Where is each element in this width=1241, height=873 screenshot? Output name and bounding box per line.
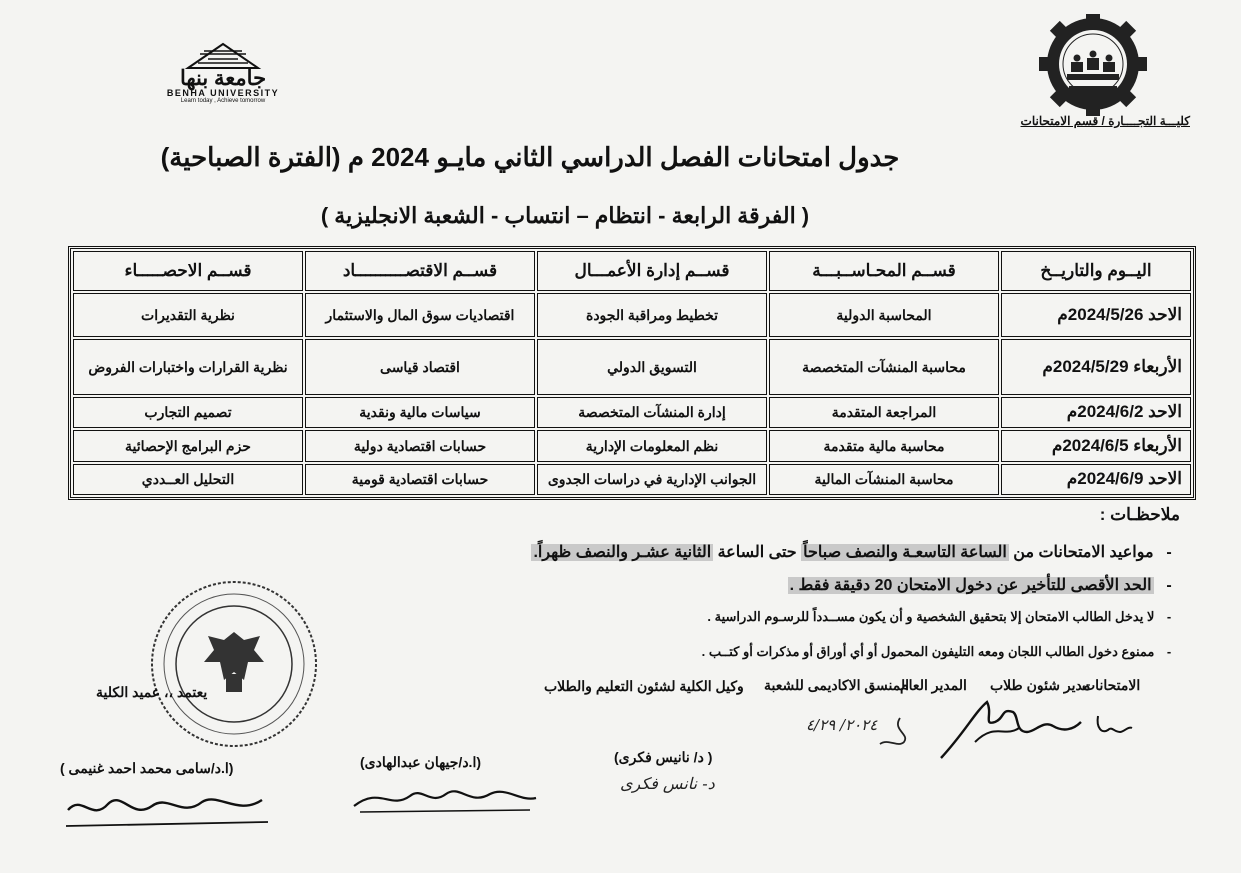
note-highlight: الساعة التاسعـة والنصف صباحاً (803, 544, 1007, 561)
table-cell: نظم المعلومات الإدارية (537, 430, 767, 461)
table-cell: محاسبة المنشآت المالية (769, 464, 999, 495)
role-general-manager: المدير العام (900, 677, 967, 693)
note-text: الحد الأقصى للتأخير عن دخول الامتحان 20 دقيقة فقط . (789, 577, 1152, 594)
signatory-name-vice-dean: (ا.د/جيهان عبدالهادى) (360, 754, 481, 770)
note-identity (560, 609, 1180, 625)
table-row (73, 430, 1191, 461)
signature-student-affairs (935, 692, 1085, 762)
table-cell: حزم البرامج الإحصائية (73, 430, 303, 461)
note-exam-times (360, 542, 1180, 562)
exam-schedule-table (68, 246, 1196, 500)
university-motto: Learn today , Achieve tomorrow (180, 98, 266, 104)
note-text: لا يدخل الطالب الامتحان إلا بتحقيق الشخصية و أن يكون مســدداً للرسـوم الدراسية . (707, 609, 1155, 624)
table-cell: المراجعة المتقدمة (769, 397, 999, 428)
table-row (73, 397, 1191, 428)
header-business-admin: قســم إدارة الأعمـــال (537, 251, 767, 291)
table-header-row (73, 251, 1191, 291)
table-cell: حسابات اقتصادية دولية (305, 430, 535, 461)
note-bullet: - (1166, 609, 1172, 624)
row-day-date: الاحد 2024/5/26م (1001, 293, 1191, 337)
header-economics: قســم الاقتصــــــــــاد (305, 251, 535, 291)
signatory-name-coordinator: ( د/ نانيس فكرى) (614, 749, 713, 765)
table-cell: تخطيط ومراقبة الجودة (537, 293, 767, 337)
note-bullet: - (1166, 644, 1172, 659)
role-dean: يعتمد ،، عميد الكلية (96, 684, 208, 700)
table-cell: اقتصاديات سوق المال والاستثمار (305, 293, 535, 337)
role-academic-coordinator: المنسق الاكاديمى للشعبة (764, 677, 909, 693)
signatory-name-dean: (ا.د/سامى محمد احمد غنيمى ) (60, 760, 234, 776)
header-accounting: قســم المحـاســبـــة (769, 251, 999, 291)
note-text: مواعيد الامتحانات من (1008, 544, 1154, 561)
university-name-english: BENHA UNIVERSITY (166, 88, 280, 98)
page-subtitle: ( الفرقة الرابعة - انتظام – انتساب - الشعبة الانجليزية ) (320, 203, 810, 228)
table-cell: المحاسبة الدولية (769, 293, 999, 337)
table-cell: التسويق الدولي (537, 339, 767, 395)
table-cell: تصميم التجارب (73, 397, 303, 428)
table-cell: نظرية القرارات واختبارات الفروض (73, 339, 303, 395)
note-late-limit (600, 575, 1180, 595)
table-row (73, 339, 1191, 395)
table-cell: اقتصاد قياسى (305, 339, 535, 395)
faculty-caption: كليـــة التجــــارة / قسم الامتحانات (1020, 114, 1190, 128)
table-cell: التحليل العــددي (73, 464, 303, 495)
table-row (73, 464, 1191, 495)
row-day-date: الأربعاء 2024/5/29م (1001, 339, 1191, 395)
role-vice-dean: وكيل الكلية لشئون التعليم والطلاب (544, 678, 744, 694)
role-student-affairs-manager: مدير شئون طلاب (990, 677, 1091, 693)
notes-heading: ملاحظـات : (1099, 505, 1180, 524)
table-cell: سياسات مالية ونقدية (305, 397, 535, 428)
handwritten-date: ٢٠٢٤/ ٤/٢٩ (806, 716, 878, 734)
table-cell: إدارة المنشآت المتخصصة (537, 397, 767, 428)
table-cell: محاسبة مالية متقدمة (769, 430, 999, 461)
row-day-date: الاحد 2024/6/9م (1001, 464, 1191, 495)
schedule-grid (71, 249, 1193, 497)
university-name-arabic: جامعة بنها (179, 67, 267, 90)
note-text: حتى الساعة (713, 544, 802, 561)
header-statistics: قســم الاحصـــــاء (73, 251, 303, 291)
header-day-date: اليــوم والتاريــخ (1001, 251, 1191, 291)
page-title: جدول امتحانات الفصل الدراسي الثاني مايـو 2024 م (الفترة الصباحية) (160, 142, 900, 172)
note-bullet: - (1166, 544, 1172, 561)
signature-vice-dean (350, 776, 540, 816)
note-text: ممنوع دخول الطالب اللجان ومعه التليفون المحمول أو أي أوراق أو مذكرات أو كتــب . (701, 644, 1155, 659)
note-prohibited-items (560, 644, 1180, 660)
table-row (73, 293, 1191, 337)
note-bullet: - (1166, 577, 1172, 594)
handwritten-coordinator-name: د- نانس فكرى (620, 774, 715, 793)
row-day-date: الأربعاء 2024/6/5م (1001, 430, 1191, 461)
table-cell: نظرية التقديرات (73, 293, 303, 337)
faculty-of-commerce-gear-logo-icon (1015, 14, 1171, 116)
role-exams: الامتحانات (1082, 677, 1141, 693)
note-highlight: الثانية عشـر والنصف ظهراً. (533, 544, 712, 561)
signature-exams (1094, 708, 1136, 738)
signature-dean (62, 786, 272, 830)
table-cell: حسابات اقتصادية قومية (305, 464, 535, 495)
table-cell: محاسبة المنشآت المتخصصة (769, 339, 999, 395)
row-day-date: الاحد 2024/6/2م (1001, 397, 1191, 428)
table-cell: الجوانب الإدارية في دراسات الجدوى (537, 464, 767, 495)
official-seal-stamp-icon (148, 578, 320, 750)
